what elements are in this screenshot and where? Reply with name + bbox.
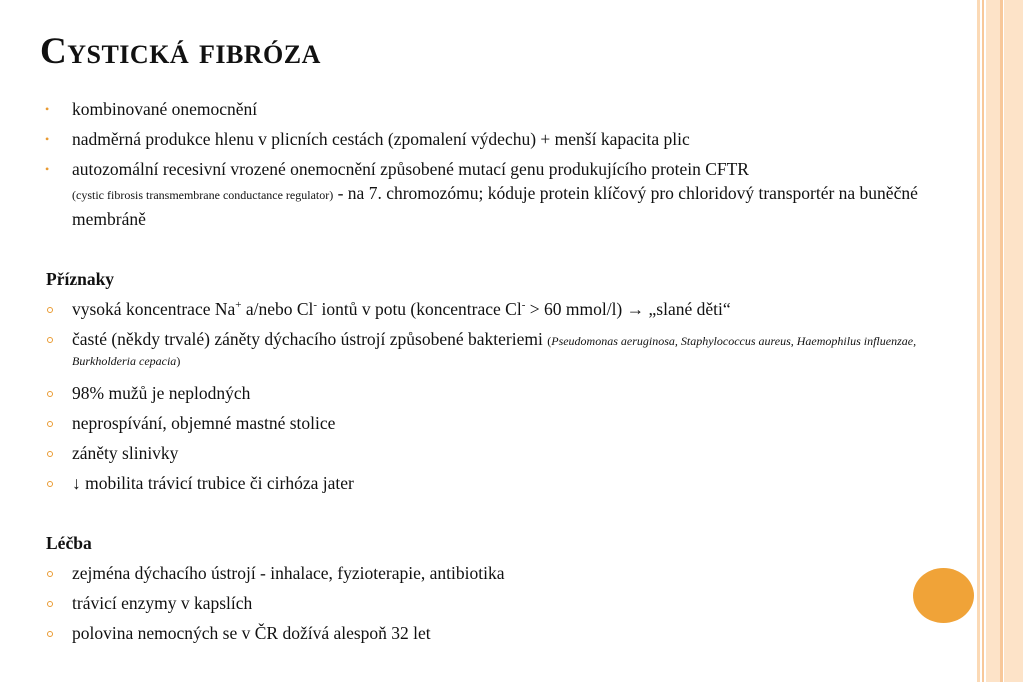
list-item — [46, 621, 926, 645]
item-text: iontů v potu (koncentrace Cl — [317, 299, 522, 319]
stripe — [977, 0, 980, 682]
item-text: trávicí enzymy v kapslích — [72, 593, 253, 613]
symptoms-heading: Příznaky — [46, 269, 115, 289]
item-text-continued: - na 7. chromozómu; kóduje protein klíčový pro chloridový transportér na buněčné membráně — [72, 183, 918, 229]
list-item — [46, 441, 926, 465]
paren: ( — [547, 334, 552, 348]
slide-content — [46, 97, 926, 651]
item-text: kombinované onemocnění — [72, 99, 258, 119]
list-item — [46, 381, 926, 405]
stripe — [1000, 0, 1003, 682]
stripe — [982, 0, 984, 682]
superscript: - — [313, 299, 318, 312]
item-text: nadměrná produkce hlenu v plicních cestách (zpomalení výdechu) + menší kapacita plic — [72, 129, 690, 149]
list-item — [46, 157, 926, 231]
item-text: ↓ mobilita trávicí trubice či cirhóza jater — [72, 473, 354, 493]
list-item — [46, 471, 926, 495]
list-item — [46, 591, 926, 615]
list-item — [46, 561, 926, 585]
treatment-heading: Léčba — [46, 533, 92, 553]
item-text: záněty slinivky — [72, 443, 179, 463]
intro-list — [46, 97, 926, 231]
treatment-list — [46, 561, 926, 645]
slide-title: Cystická fibróza — [40, 31, 321, 72]
superscript: - — [521, 299, 526, 312]
item-text: vysoká koncentrace Na — [72, 299, 236, 319]
item-text: časté (někdy trvalé) záněty dýchacího ústrojí způsobené bakteriemi — [72, 329, 548, 349]
list-item — [46, 411, 926, 435]
item-text: > 60 mmol/l) → „slané děti“ — [525, 299, 731, 319]
symptoms-list — [46, 297, 926, 495]
item-text: autozomální recesivní vrozené onemocnění způsobené mutací genu produkujícího protein CFTR — [72, 159, 749, 179]
list-item — [46, 327, 926, 369]
decorative-circle — [913, 568, 974, 623]
decorative-stripes — [977, 0, 1023, 682]
superscript: + — [235, 299, 242, 312]
paren: ) — [176, 354, 181, 368]
list-item — [46, 297, 926, 321]
item-text: neprospívání, objemné mastné stolice — [72, 413, 336, 433]
item-text: a/nebo Cl — [241, 299, 314, 319]
stripe — [986, 0, 1000, 682]
bacteria-names: Pseudomonas aeruginosa, Staphylococcus aureus, Haemophilus influenzae, Burkholderia cepacia — [72, 334, 917, 368]
item-text: 98% mužů je neplodných — [72, 383, 251, 403]
stripe — [1004, 0, 1023, 682]
item-note-small: (cystic fibrosis transmembrane conductance regulator) — [72, 188, 334, 202]
list-item — [46, 97, 926, 121]
item-text: zejména dýchacího ústrojí - inhalace, fyzioterapie, antibiotika — [72, 563, 505, 583]
list-item — [46, 127, 926, 151]
item-text: polovina nemocných se v ČR dožívá alespoň 32 let — [72, 623, 431, 643]
